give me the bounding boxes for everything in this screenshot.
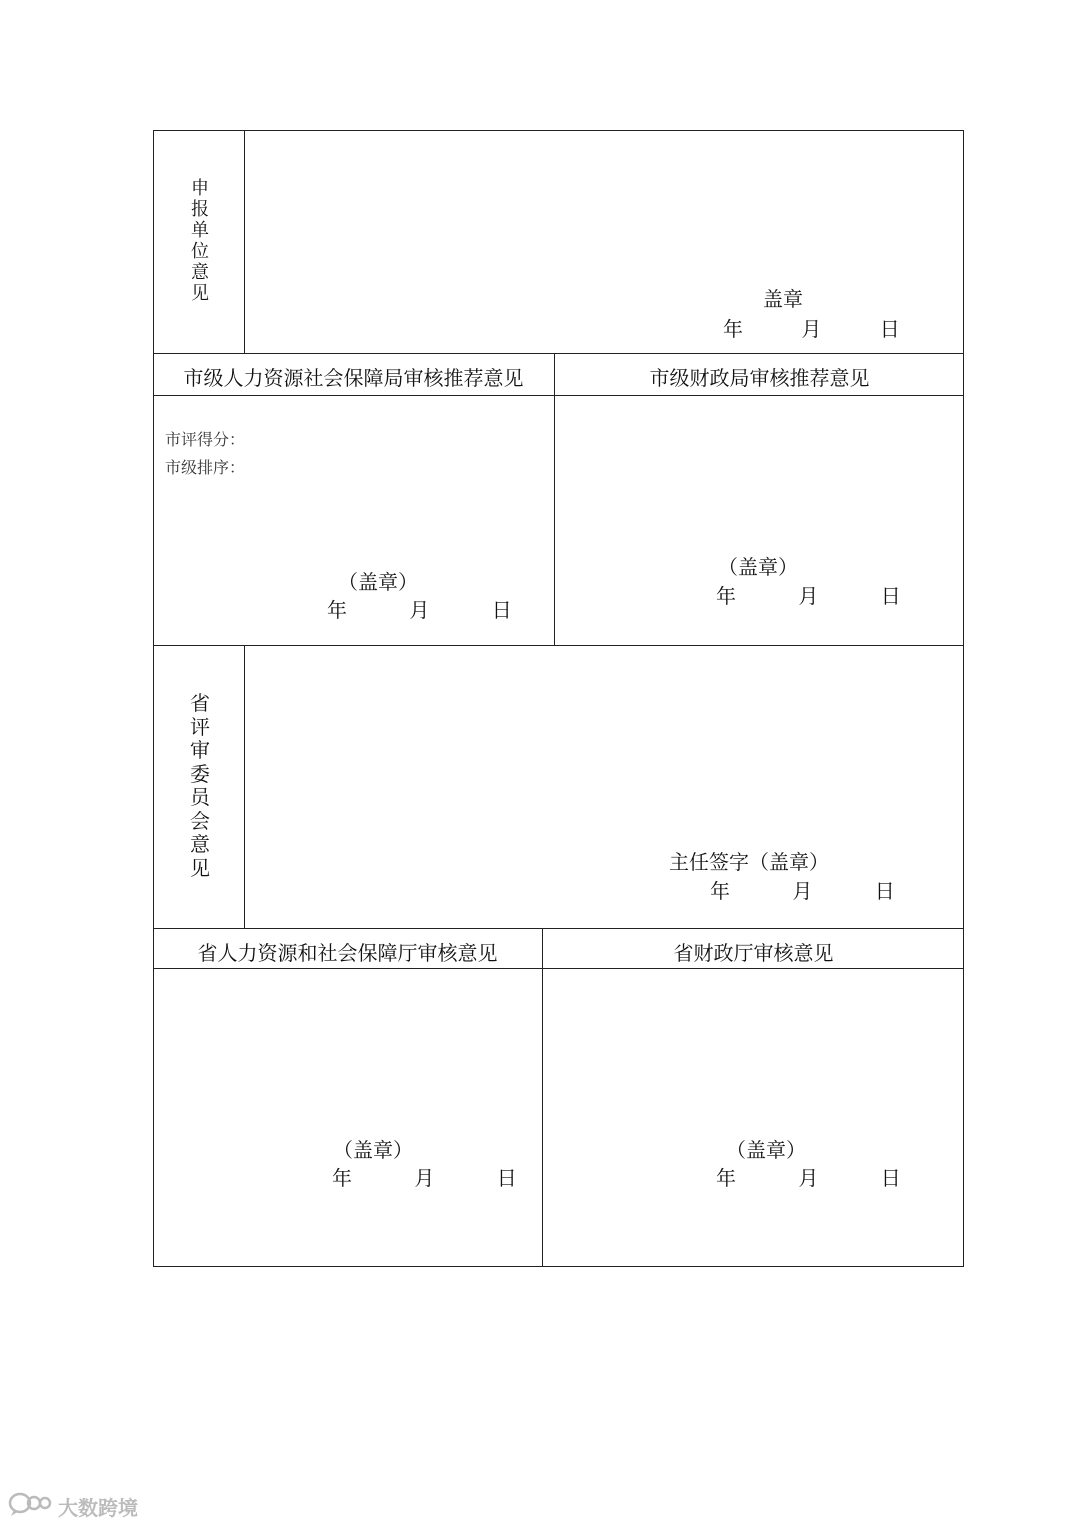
applicant-stamp: 盖章 [763, 287, 803, 311]
provincial-finance-header: 省财政厅审核意见 [673, 941, 834, 965]
divider [153, 395, 964, 396]
city-rank-label: 市级排序： [165, 458, 246, 477]
provincial-committee-label: 省 评 审 委 员 会 意 见 [190, 691, 210, 880]
divider [244, 645, 245, 928]
divider [153, 353, 964, 354]
provincial-hr-date: 年 月 日 [332, 1166, 517, 1190]
city-finance-stamp: （盖章） [718, 555, 798, 579]
city-score-label: 市评得分： [165, 430, 246, 449]
applicant-date: 年 月 日 [723, 317, 900, 341]
city-finance-header: 市级财政局审核推荐意见 [649, 366, 870, 390]
committee-date: 年 月 日 [710, 879, 895, 903]
form-table [153, 130, 964, 1267]
divider [244, 130, 245, 353]
applicant-opinion-label: 申 报 单 位 意 见 [191, 178, 209, 304]
divider [542, 928, 543, 1267]
divider [153, 968, 964, 969]
committee-signature: 主任签字（盖章） [669, 850, 829, 874]
provincial-finance-stamp: （盖章） [726, 1138, 806, 1162]
divider [153, 645, 964, 646]
watermark [8, 1491, 138, 1522]
provincial-finance-date: 年 月 日 [716, 1166, 901, 1190]
provincial-hr-header: 省人力资源和社会保障厅审核意见 [197, 941, 498, 965]
chat-bubble-logo-icon [8, 1491, 52, 1522]
divider [554, 353, 555, 645]
city-hr-header: 市级人力资源社会保障局审核推荐意见 [183, 366, 524, 390]
watermark-text: 大数跨境 [58, 1496, 138, 1520]
provincial-hr-stamp: （盖章） [333, 1138, 413, 1162]
city-hr-stamp: （盖章） [338, 570, 418, 594]
city-finance-date: 年 月 日 [716, 584, 901, 608]
divider [153, 928, 964, 929]
city-hr-date: 年 月 日 [327, 598, 512, 622]
